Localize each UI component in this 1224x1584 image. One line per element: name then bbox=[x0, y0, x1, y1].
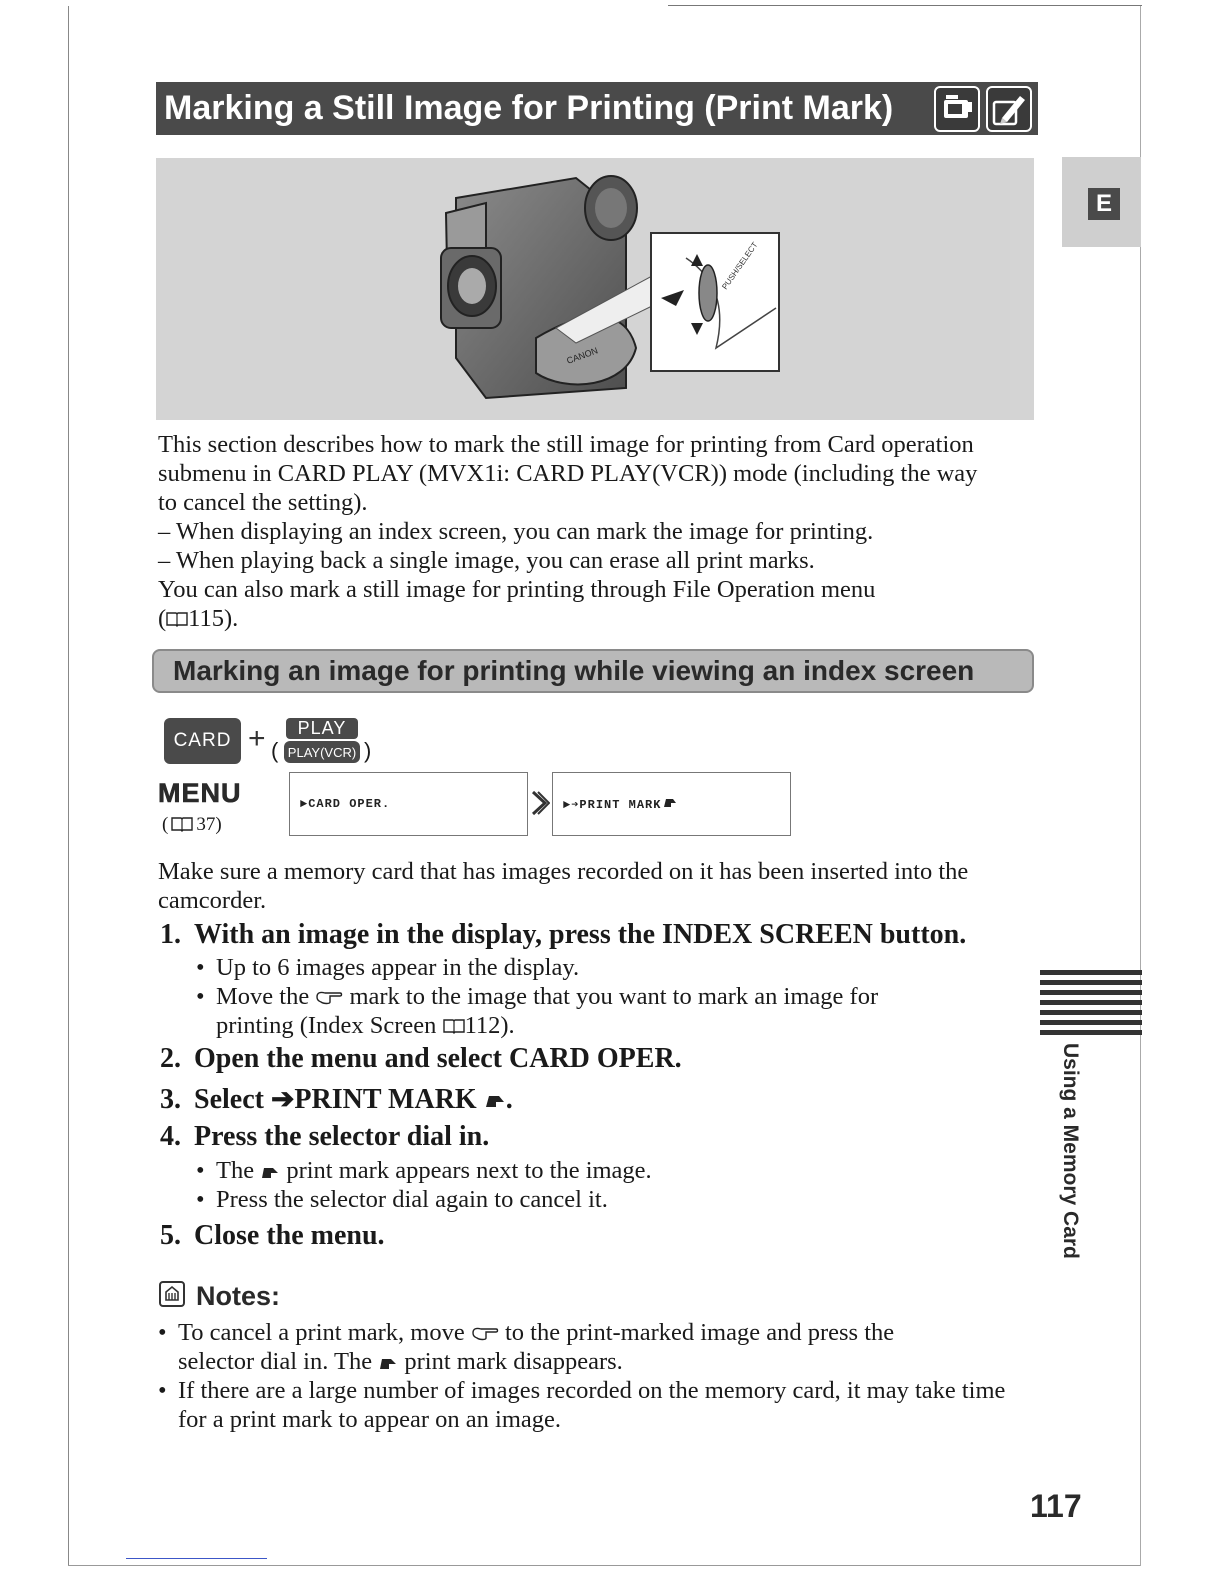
bullet-dot: • bbox=[158, 1319, 167, 1346]
note-text: print mark disappears. bbox=[404, 1348, 623, 1375]
section-thumb-bars bbox=[1040, 970, 1142, 1040]
note-text: to the print-marked image and press the bbox=[504, 1319, 895, 1346]
thumb-bar bbox=[1040, 970, 1142, 975]
thumb-bar bbox=[1040, 1000, 1142, 1005]
print-mark-icon bbox=[378, 1348, 398, 1375]
language-tab-letter: E bbox=[1088, 188, 1120, 220]
menu-ref-open: ( bbox=[162, 814, 169, 835]
bullet-text: mark to the image that you want to mark an image for bbox=[349, 983, 879, 1010]
step-1 bbox=[160, 919, 966, 951]
bullet-dot: • bbox=[158, 1377, 167, 1404]
bullet-dot: • bbox=[196, 1157, 205, 1184]
thumb-bar bbox=[1040, 980, 1142, 985]
dial-label: PUSH/SELECT bbox=[720, 240, 760, 292]
print-mark-icon bbox=[484, 1084, 506, 1115]
section-side-label-text: Using a Memory Card bbox=[1059, 1043, 1082, 1259]
camcorder-mode-icon bbox=[934, 86, 980, 132]
notes-heading-text: Notes: bbox=[196, 1281, 281, 1311]
hand-pointer-icon bbox=[315, 983, 343, 1010]
note-text: To cancel a print mark, move bbox=[178, 1319, 465, 1346]
camcorder-illustration bbox=[156, 158, 1034, 420]
note-2 bbox=[158, 1376, 1038, 1434]
menu-box-card-oper bbox=[289, 772, 528, 836]
hand-pointer-icon bbox=[471, 1319, 499, 1346]
step-1-bullet-1 bbox=[196, 953, 579, 982]
section-title: Marking a Still Image for Printing (Print Mark) bbox=[164, 89, 894, 127]
mode-paren-open: ( bbox=[271, 738, 279, 763]
print-mark-icon bbox=[260, 1157, 280, 1184]
ref-open-paren: ( bbox=[158, 605, 167, 632]
bullet-text: printing (Index Screen bbox=[216, 1012, 437, 1039]
print-mark-icon bbox=[661, 796, 677, 812]
bullet-dot: • bbox=[196, 983, 205, 1010]
play-key: PLAY bbox=[286, 718, 358, 739]
intro-text bbox=[158, 430, 988, 633]
menu-page-ref bbox=[162, 814, 222, 836]
thumb-bar bbox=[1040, 990, 1142, 995]
ref-page: 115). bbox=[188, 605, 239, 632]
brand-label: CANON bbox=[565, 345, 600, 366]
card-key: CARD bbox=[164, 718, 241, 764]
step-number: 1. bbox=[160, 919, 181, 950]
thumb-bar bbox=[1040, 1010, 1142, 1015]
play-vcr-key: PLAY(VCR) bbox=[284, 741, 360, 763]
bullet-text: 112). bbox=[464, 1012, 515, 1039]
step-text: Press the selector dial in. bbox=[194, 1121, 490, 1152]
intro-file-operation-text: You can also mark a still image for printing through File Operation menu bbox=[158, 576, 876, 603]
step-5 bbox=[160, 1220, 385, 1252]
step-4-bullet-1 bbox=[196, 1156, 652, 1185]
subsection-heading-text: Marking an image for printing while viewing an index screen bbox=[173, 655, 975, 686]
step-text: With an image in the display, press the INDEX SCREEN button. bbox=[194, 919, 967, 950]
note-text: If there are a large number of images recorded on the memory card, it may take time for a print mark to appear on an image. bbox=[178, 1377, 1006, 1433]
notes-icon bbox=[158, 1280, 186, 1313]
make-sure-text: Make sure a memory card that has images recorded on it has been inserted into the camcorder. bbox=[158, 858, 969, 914]
notes-heading bbox=[158, 1280, 280, 1313]
bullet-text: Move the bbox=[216, 983, 310, 1010]
menu-box-print-mark bbox=[552, 772, 791, 836]
step-4 bbox=[160, 1121, 489, 1153]
step-number: 4. bbox=[160, 1121, 181, 1152]
step-4-bullet-2 bbox=[196, 1185, 608, 1214]
note-text: selector dial in. The bbox=[178, 1348, 373, 1375]
page-bottom-rule bbox=[68, 1565, 1140, 1566]
note-1 bbox=[158, 1318, 1038, 1376]
section-side-label bbox=[1056, 1043, 1082, 1293]
bullet-dot: • bbox=[196, 954, 205, 981]
book-icon bbox=[166, 605, 188, 632]
bullet-dot: • bbox=[196, 1186, 205, 1213]
step-number: 5. bbox=[160, 1220, 181, 1251]
intro-file-operation bbox=[158, 575, 988, 633]
plus-sign: + bbox=[248, 722, 266, 755]
thumb-bar bbox=[1040, 1020, 1142, 1025]
step-number: 3. bbox=[160, 1084, 181, 1115]
subsection-heading bbox=[152, 649, 1034, 693]
footer-line bbox=[126, 1558, 267, 1559]
thumb-bar bbox=[1040, 1030, 1142, 1035]
menu-box-card-oper-text: ►CARD OPER. bbox=[300, 797, 391, 811]
mode-paren-close: ) bbox=[364, 738, 372, 763]
step-text: Close the menu. bbox=[194, 1220, 385, 1251]
intro-single-line: – When playing back a single image, you can erase all print marks. bbox=[158, 547, 815, 574]
bullet-text: The bbox=[216, 1157, 255, 1184]
bullet-text: Press the selector dial again to cancel it. bbox=[216, 1186, 608, 1213]
step-text-print-mark: ➔PRINT MARK bbox=[270, 1084, 477, 1115]
page-number: 117 bbox=[1030, 1488, 1082, 1524]
step-number: 2. bbox=[160, 1043, 181, 1074]
menu-next-arrow-icon bbox=[530, 790, 550, 821]
step-text: Open the menu and select CARD OPER. bbox=[194, 1043, 682, 1074]
book-icon bbox=[171, 814, 193, 836]
page-left-rule bbox=[68, 6, 69, 1566]
card-pen-icon bbox=[986, 86, 1032, 132]
book-icon bbox=[443, 1012, 465, 1039]
intro-index-line: – When displaying an index screen, you can mark the image for printing. bbox=[158, 518, 874, 545]
bullet-text: print mark appears next to the image. bbox=[286, 1157, 652, 1184]
step-2 bbox=[160, 1043, 682, 1075]
step-text: . bbox=[505, 1084, 513, 1115]
section-title-bar bbox=[156, 82, 1038, 135]
menu-box-print-mark-text: ►➔PRINT MARK bbox=[563, 797, 662, 812]
intro-paragraph: This section describes how to mark the still image for printing from Card operation submenu in CARD PLAY (MVX1i: CARD PLAY(VCR)) mode (including the way to cancel the setting). bbox=[158, 431, 978, 516]
menu-label: MENU bbox=[158, 778, 242, 808]
step-1-bullet-2 bbox=[196, 982, 976, 1040]
menu-ref-page: 37) bbox=[196, 814, 222, 835]
bullet-text: Up to 6 images appear in the display. bbox=[216, 954, 580, 981]
step-3 bbox=[160, 1082, 513, 1116]
step-text: Select bbox=[194, 1084, 271, 1115]
page-top-rule bbox=[668, 5, 1142, 6]
